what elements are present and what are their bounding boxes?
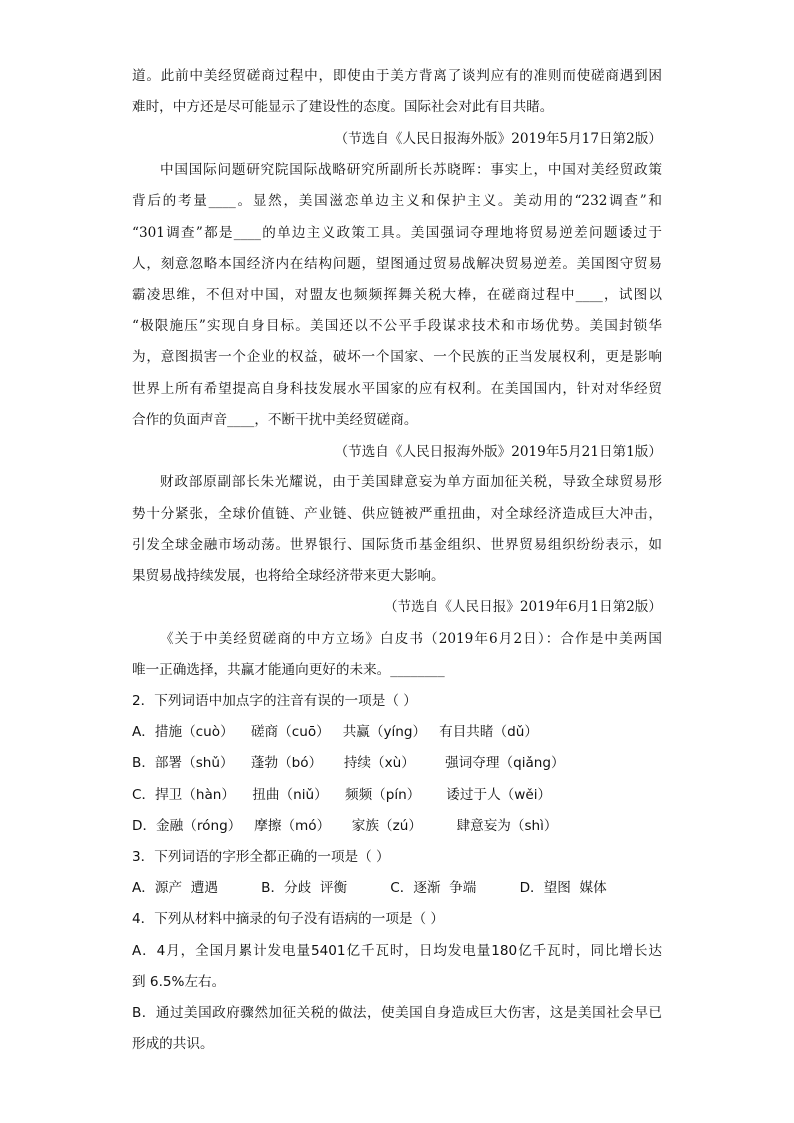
question-2-option-d: D．金融（róng） 摩擦（mó） 家族（zú） 肆意妄为（shì） — [132, 818, 558, 834]
source-citation: （节选自《人民日报海外版》2019年5月21日第1版） — [334, 444, 662, 460]
source-citation: （节选自《人民日报》2019年6月1日第2版） — [383, 599, 662, 615]
passage-line: 果贸易战持续发展，也将给全球经济带来更大影响。 — [132, 568, 445, 584]
passage-line: 难时，中方还是尽可能显示了建设性的态度。国际社会对此有目共睹。 — [132, 99, 554, 115]
question-4-option-a-cont: 到 6.5%左右。 — [132, 974, 226, 990]
question-3-options: A．源产 遭遇 B．分歧 评衡 C．逐渐 争端 D．望图 媒体 — [132, 880, 607, 896]
passage-line: 道。此前中美经贸磋商过程中，即使由于美方背离了谈判应有的准则而使磋商遇到困 — [132, 68, 662, 84]
passage-line: 为，意图损害一个企业的权益，破坏一个国家、一个民族的正当发展权利，更是影响 — [132, 349, 662, 365]
question-3: 3．下列词语的字形全都正确的一项是（ ） — [132, 849, 390, 865]
passage-line: 人，刻意忽略本国经济内在结构问题，望图通过贸易战解决贸易逆差。美国图守贸易 — [132, 256, 662, 272]
passage-line: 势十分紧张，全球价值链、产业链、供应链被严重扭曲，对全球经济造成巨大冲击， — [132, 506, 662, 522]
question-4: 4．下列从材料中摘录的句子没有语病的一项是（ ） — [132, 911, 445, 927]
question-2: 2．下列词语中加点字的注音有误的一项是（ ） — [132, 693, 417, 709]
passage-line: 霸凌思维，不但对中国，对盟友也频频挥舞关税大棒，在磋商过程中____，试图以 — [132, 287, 662, 303]
question-4-option-a: A．4月，全国月累计发电量5401亿千瓦时，日均发电量180亿千瓦时，同比增长达 — [132, 943, 662, 959]
source-citation: （节选自《人民日报海外版》2019年5月17日第2版） — [334, 131, 662, 147]
passage-line: 财政部原副部长朱光耀说，由于美国肆意妄为单方面加征关税，导致全球贸易形 — [160, 474, 662, 490]
passage-line: 世界上所有希望提高自身科技发展水平国家的应有权利。在美国国内，针对对华经贸 — [132, 381, 662, 397]
passage-line: 背后的考量____。显然，美国滋恋单边主义和保护主义。美动用的“232调查”和 — [132, 193, 662, 209]
passage-line: 合作的负面声音____，不断干扰中美经贸磋商。 — [132, 412, 418, 428]
passage-line: “极限施压”实现自身目标。美国还以不公平手段谋求技术和市场优势。美国封锁华 — [132, 318, 662, 334]
question-2-option-c: C．捍卫（hàn） 扭曲（niǔ） 频频（pín） 诿过于人（wěi） — [132, 787, 552, 803]
passage-line: 唯一正确选择，共赢才能通向更好的未来。________ — [132, 662, 445, 678]
passage-line: 引发全球金融市场动荡。世界银行、国际货币基金组织、世界贸易组织纷纷表示，如 — [132, 537, 662, 553]
passage-line: 《关于中美经贸磋商的中方立场》白皮书（2019年6月2日）：合作是中美两国 — [160, 631, 662, 647]
passage-line: “301调查”都是____的单边主义政策工具。美国强词夺理地将贸易逆差问题诿过于 — [132, 225, 662, 241]
question-4-option-b: B．通过美国政府骤然加征关税的做法，使美国自身造成巨大伤害，这是美国社会早已 — [132, 1005, 662, 1021]
question-2-option-a: A．措施（cuò） 磋商（cuō） 共赢（yíng） 有目共睹（dǔ） — [132, 724, 538, 740]
question-2-option-b: B．部署（shǔ） 蓬勃（bó） 持续（xù） 强词夺理（qiǎng） — [132, 755, 565, 771]
passage-line: 中国国际问题研究院国际战略研究所副所长苏晓晖：事实上，中国对美经贸政策 — [160, 162, 662, 178]
question-4-option-b-cont: 形成的共识。 — [132, 1036, 214, 1052]
